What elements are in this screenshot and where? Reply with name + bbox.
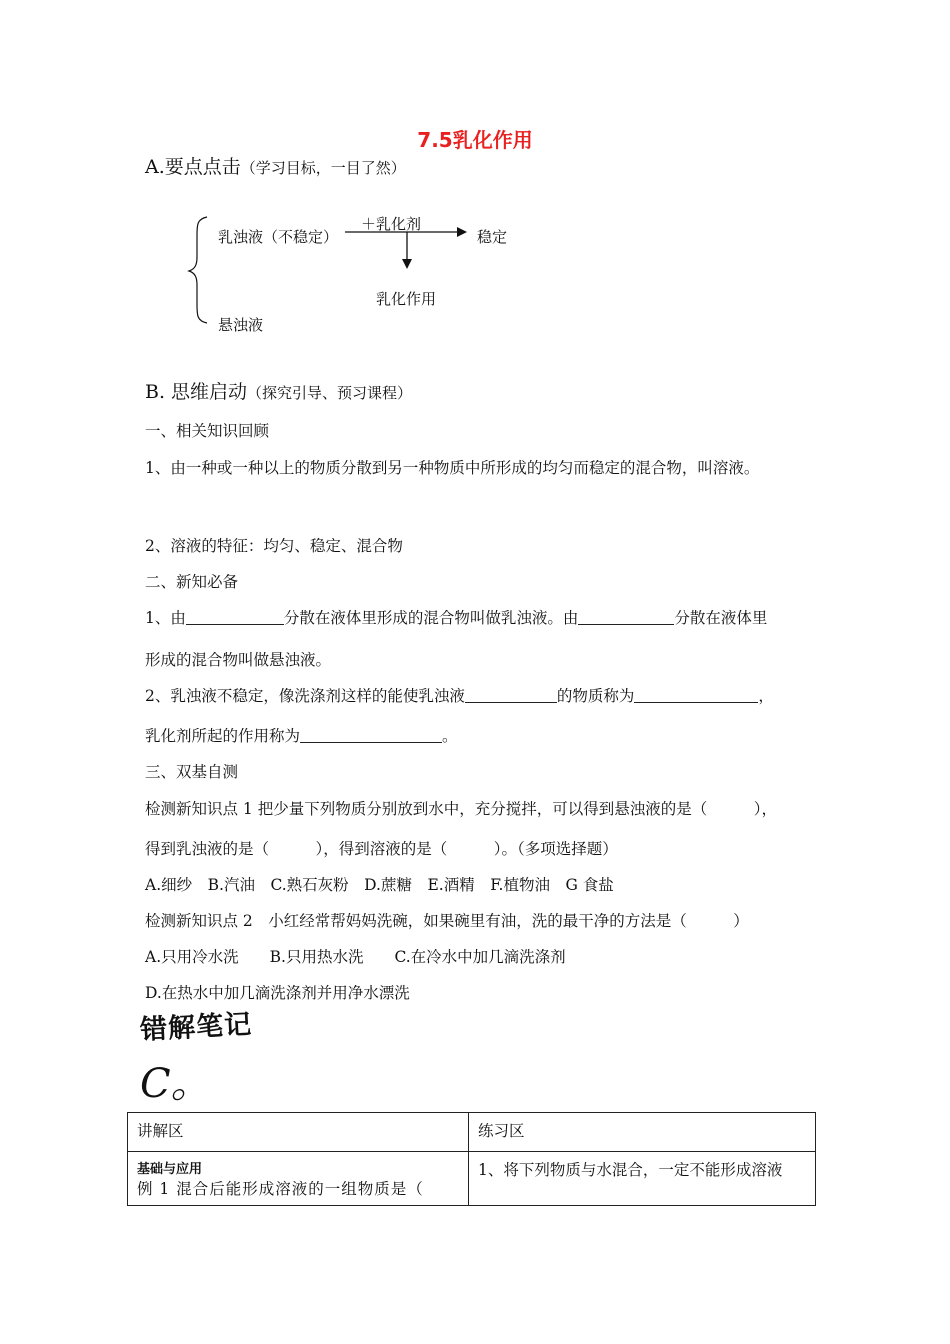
diagram-suspension-label: 悬浊液: [218, 316, 264, 334]
new-knowledge-1: [145, 606, 767, 628]
table-header-cell: 练习区: [469, 1113, 816, 1152]
text-fragment: 。: [442, 727, 458, 745]
section-a-heading: [145, 152, 406, 179]
text-fragment: 分散在液体里形成的混合物叫做乳浊液。由: [283, 609, 579, 627]
review-item-1: 1、由一种或一种以上的物质分散到另一种物质中所形成的均匀而稳定的混合物，叫溶液。: [145, 459, 760, 477]
part2-title: 二、新知必备: [145, 573, 239, 591]
fill-blank[interactable]: [634, 688, 758, 703]
table-row: [128, 1152, 816, 1206]
table-cell-explain: [128, 1152, 469, 1206]
section-b-subtitle: （探究引导、预习课程）: [247, 384, 413, 402]
fill-blank[interactable]: [186, 610, 284, 625]
question-1-line-2: 得到乳浊液的是（ ），得到溶液的是（ ）。（多项选择题）: [145, 840, 618, 858]
text-fragment: 乳化剂所起的作用称为: [145, 727, 301, 745]
question-2-option-d: D.在热水中加几滴洗涤剂并用净水漂洗: [145, 984, 410, 1002]
part3-title: 三、双基自测: [145, 763, 239, 781]
arrow-right-head: [457, 227, 467, 237]
question-1-line-1: 检测新知识点 1 把少量下列物质分别放到水中，充分搅拌，可以得到悬浊液的是（ ），: [145, 800, 777, 818]
fill-blank[interactable]: [300, 728, 442, 743]
section-b-heading: [145, 377, 412, 404]
cell-text: 例 1 混合后能形成溶液的一组物质是（: [137, 1180, 424, 1198]
review-item-2: 2、溶液的特征：均匀、稳定、混合物: [145, 537, 403, 555]
question-2-options: A.只用冷水洗 B.只用热水洗 C.在冷水中加几滴洗涤剂: [145, 948, 566, 966]
text-fragment: 的物质称为: [556, 687, 635, 705]
notes-table: [127, 1112, 816, 1206]
fill-blank[interactable]: [578, 610, 674, 625]
table-cell-practice: 1、将下列物质与水混合，一定不能形成溶液: [469, 1152, 816, 1206]
new-knowledge-2: [145, 684, 774, 706]
text-fragment: 分散在液体里: [674, 609, 768, 627]
fill-blank[interactable]: [465, 688, 557, 703]
section-c-heading: C。: [140, 1061, 211, 1107]
table-header-cell: 讲解区: [128, 1113, 469, 1152]
diagram-effect-label: 乳化作用: [376, 290, 437, 308]
table-row: [128, 1113, 816, 1152]
question-1-options: A.细纱 B.汽油 C.熟石灰粉 D.蔗糖 E.酒精 F.植物油 G 食盐: [145, 876, 614, 894]
new-knowledge-2-cont: [145, 724, 458, 746]
section-a-subtitle: （学习目标，一目了然）: [240, 159, 406, 177]
section-b-title: B. 思维启动: [145, 381, 248, 403]
cell-subtitle: 基础与应用: [137, 1162, 203, 1177]
page-title: 7.5乳化作用: [417, 128, 533, 152]
error-notes-label: 错解笔记: [139, 1009, 253, 1046]
question-2-line: 检测新知识点 2 小红经常帮妈妈洗碗，如果碗里有油，洗的最干净的方法是（ ）: [145, 912, 749, 930]
diagram-stable-label: 稳定: [477, 228, 508, 246]
text-fragment: ，: [758, 687, 774, 705]
arrow-down-head: [402, 259, 412, 269]
brace-shape: [189, 217, 207, 323]
text-fragment: 1、由: [145, 609, 186, 627]
diagram-reagent-label: ＋乳化剂: [361, 215, 422, 233]
section-a-title: A.要点点击: [145, 156, 241, 178]
part1-title: 一、相关知识回顾: [145, 422, 270, 440]
diagram-emulsion-label: 乳浊液（不稳定）: [218, 228, 339, 246]
new-knowledge-1-cont: 形成的混合物叫做悬浊液。: [145, 651, 332, 669]
text-fragment: 2、乳浊液不稳定，像洗涤剂这样的能使乳浊液: [145, 687, 465, 705]
